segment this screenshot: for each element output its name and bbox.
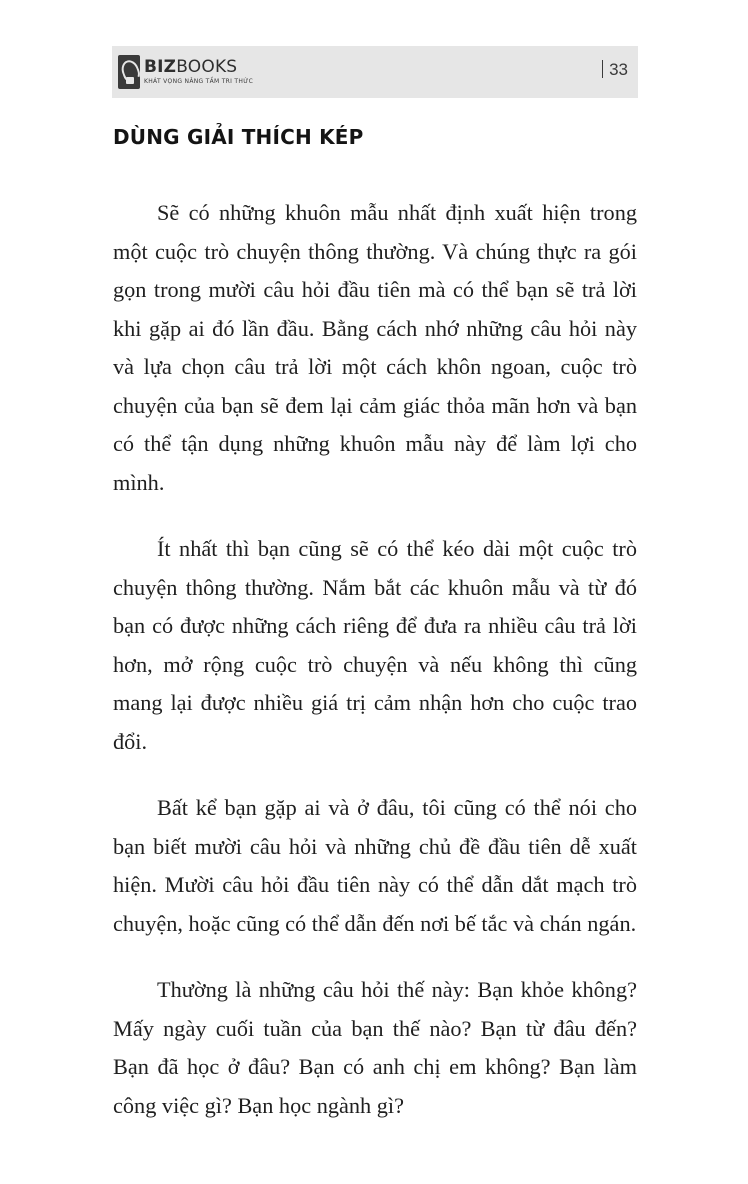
page-header (112, 46, 638, 98)
paragraph-3: Bất kể bạn gặp ai và ở đâu, tôi cũng có thể nói cho bạn biết mười câu hỏi và những chủ đề đầu tiên dễ xuất hiện. Mười câu hỏi đầu tiên này có thể dẫn dắt mạch trò chuyện, hoặc cũng có thể dẫn đến nơi bế tắc và chán ngán. (113, 795, 637, 936)
page-number-value: 33 (609, 60, 628, 79)
logo-text (144, 58, 253, 86)
logo-brand-bold: BIZ (144, 57, 177, 77)
page-number (602, 60, 628, 80)
bizbooks-logo (118, 50, 253, 94)
logo-brand (144, 58, 253, 76)
page-number-divider (602, 60, 603, 78)
logo-brand-light: BOOKS (176, 57, 238, 77)
section-heading: DÙNG GIẢI THÍCH KÉP (113, 125, 364, 149)
body-text (113, 194, 637, 1153)
bizbooks-emblem-icon (118, 55, 140, 89)
paragraph-4: Thường là những câu hỏi thế này: Bạn khỏe không? Mấy ngày cuối tuần của bạn thế nào? Bạn từ đâu đến? Bạn đã học ở đâu? Bạn có anh chị em không? Bạn làm công việc gì? Bạn học ngành gì? (113, 977, 637, 1118)
paragraph-1: Sẽ có những khuôn mẫu nhất định xuất hiện trong một cuộc trò chuyện thông thường. Và chúng thực ra gói gọn trong mười câu hỏi đầu tiên mà có thể bạn sẽ trả lời khi gặp ai đó lần đầu. Bằng cách nhớ những câu hỏi này và lựa chọn câu trả lời một cách khôn ngoan, cuộc trò chuyện của bạn sẽ đem lại cảm giác thỏa mãn hơn và bạn có thể tận dụng những khuôn mẫu này để làm lợi cho mình. (113, 200, 637, 495)
logo-tagline: KHÁT VỌNG NÂNG TẦM TRI THỨC (144, 78, 254, 85)
paragraph-2: Ít nhất thì bạn cũng sẽ có thể kéo dài một cuộc trò chuyện thông thường. Nắm bắt các khuôn mẫu và từ đó bạn có được những cách riêng để đưa ra nhiều câu trả lời hơn, mở rộng cuộc trò chuyện và nếu không thì cũng mang lại được nhiều giá trị cảm nhận hơn cho cuộc trao đổi. (113, 536, 637, 754)
